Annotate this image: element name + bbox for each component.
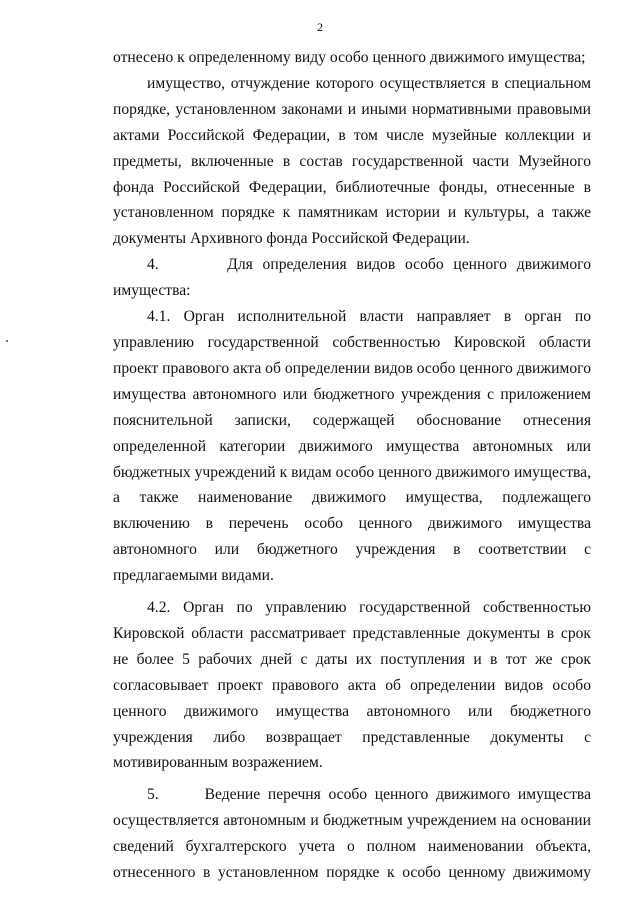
- paragraph-item-4-1: 4.1. Орган исполнительной власти направляет в орган по управлению государственной собственностью Кировской области проект правового акта об определении видов особо ценного движимого имущества автономного или бюджетного учреждения с приложением пояснительной записки, содержащей обоснование отнесения определенной категории движимого имущества автономных или бюджетных учреждений к видам особо ценного движимого имущества, а также наименование движимого имущества, подлежащего включению в перечень особо ценного движимого имущества автономного или бюджетного учреждения в соответствии с предлагаемыми видами.: [113, 308, 591, 585]
- paragraph-item-4: 4. Для определения видов особо ценного движимого имущества:: [113, 256, 591, 300]
- paragraph-continuation: отнесено к определенному виду особо ценного движимого имущества;: [113, 49, 586, 66]
- paragraph-item-4-2: 4.2. Орган по управлению государственной собственностью Кировской области рассматривает представленные документы в срок не более 5 рабочих дней с даты их поступления и в тот же срок согласовывает проект правового акта об определении видов особо ценного движимого имущества автономного или бюджетного учреждения либо возвращает представленные документы с мотивированным возражением.: [113, 599, 591, 772]
- page-number: 2: [317, 20, 323, 34]
- scan-mark: [6, 340, 8, 342]
- document-body: [113, 45, 591, 886]
- paragraph-item-5: 5. Ведение перечня особо ценного движимого имущества осуществляется автономным и бюджетным учреждением на основании сведений бухгалтерского учета о полном наименовании объекта, отнесенного в установленном порядке к особо ценному движимому: [113, 786, 591, 882]
- paragraph-property-alienation: имущество, отчуждение которого осуществляется в специальном порядке, установленном законами и иными нормативными правовыми актами Российской Федерации, в том числе музейные коллекции и предметы, включенные в состав государственной части Музейного фонда Российской Федерации, библиотечные фонды, отнесенные в установленном порядке к памятникам истории и культуры, а также документы Архивного фонда Российской Федерации.: [113, 74, 591, 248]
